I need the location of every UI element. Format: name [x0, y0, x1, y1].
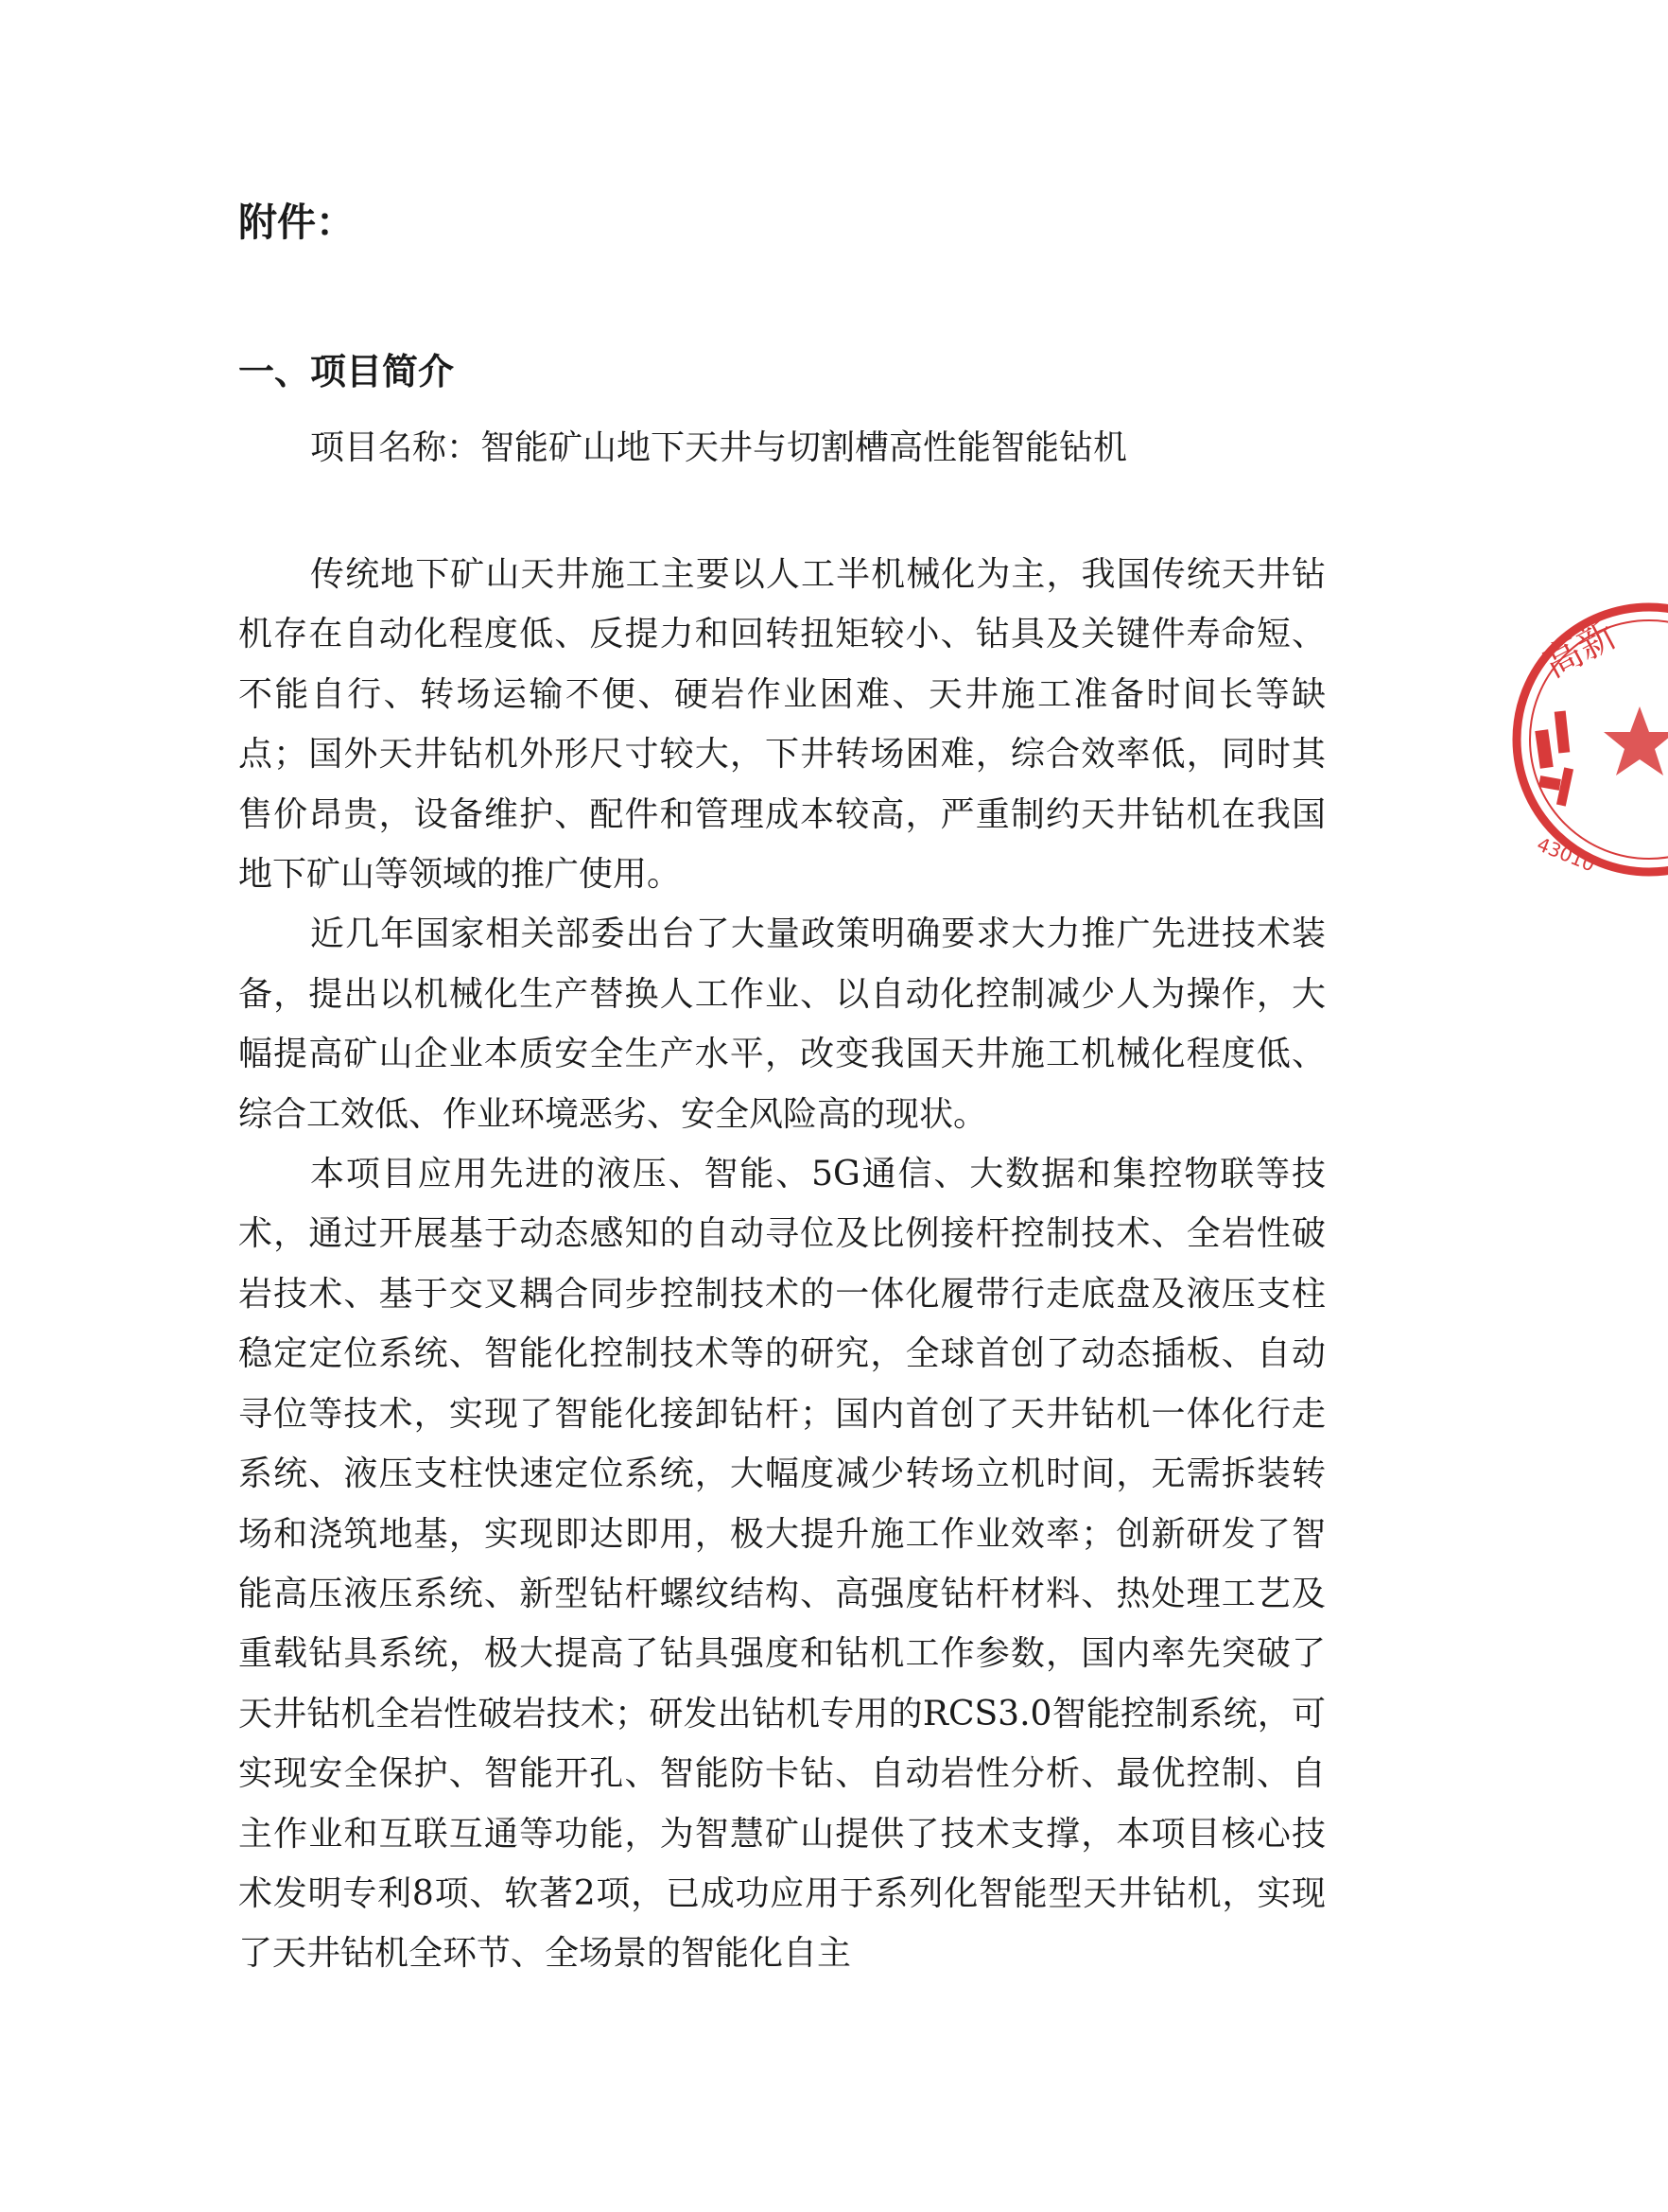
paragraph-policy: 近几年国家相关部委出台了大量政策明确要求大力推广先进技术装备，提出以机械化生产替换人工作业、以自动化控制减少人为操作，大幅提高矿山企业本质安全生产水平，改变我国天井施工机械化程度低、综合工效低、作业环境恶劣、安全风险高的现状。	[238, 914, 1326, 1134]
seal-fragment-text: 高新	[1537, 612, 1625, 687]
attachment-heading: 附件：	[238, 200, 355, 245]
paragraph-project-overview: 本项目应用先进的液压、智能、5G通信、大数据和集控物联等技术，通过开展基于动态感知的自动寻位及比例接杆控制技术、全岩性破岩技术、基于交叉耦合同步控制技术的一体化履带行走底盘及液压支柱稳定定位系统、智能化控制技术等的研究，全球首创了动态插板、自动寻位等技术，实现了智能化接卸钻杆；国内首创了天井钻机一体化行走系统、液压支柱快速定位系统，大幅度减少转场立机时间，无需拆装转场和浇筑地基，实现即达即用，极大提升施工作业效率；创新研发了智能高压液压系统、新型钻杆螺纹结构、高强度钻杆材料、热处理工艺及重载钻具系统，极大提高了钻具强度和钻机工作参数，国内率先突破了天井钻机全岩性破岩技术；研发出钻机专用的RCS3.0智能控制系统，可实现安全保护、智能开孔、智能防卡钻、自动岩性分析、最优控制、自主作业和互联互通等功能，为智慧矿山提供了技术支撑，本项目核心技术发明专利8项、软著2项，已成功应用于系列化智能型天井钻机，实现了天井钻机全环节、全场景的智能化自主	[238, 1155, 1326, 1974]
project-name-line: 项目名称：智能矿山地下天井与切割槽高性能智能钻机	[310, 428, 1128, 467]
body-text	[238, 545, 1326, 1984]
seal-star-icon	[1604, 706, 1668, 775]
seal-code-digits: 43010	[1534, 832, 1599, 877]
paragraph-background: 传统地下矿山天井施工主要以人工半机械化为主，我国传统天井钻机存在自动化程度低、反提力和回转扭矩较小、钻具及关键件寿命短、不能自行、转场运输不便、硬岩作业困难、天井施工准备时间长等缺点；国外天井钻机外形尺寸较大，下井转场困难，综合效率低，同时其售价昂贵，设备维护、配件和管理成本较高，严重制约天井钻机在我国地下矿山等领域的推广使用。	[238, 555, 1326, 895]
official-seal	[1498, 588, 1668, 891]
section-heading: 一、项目简介	[238, 351, 455, 392]
